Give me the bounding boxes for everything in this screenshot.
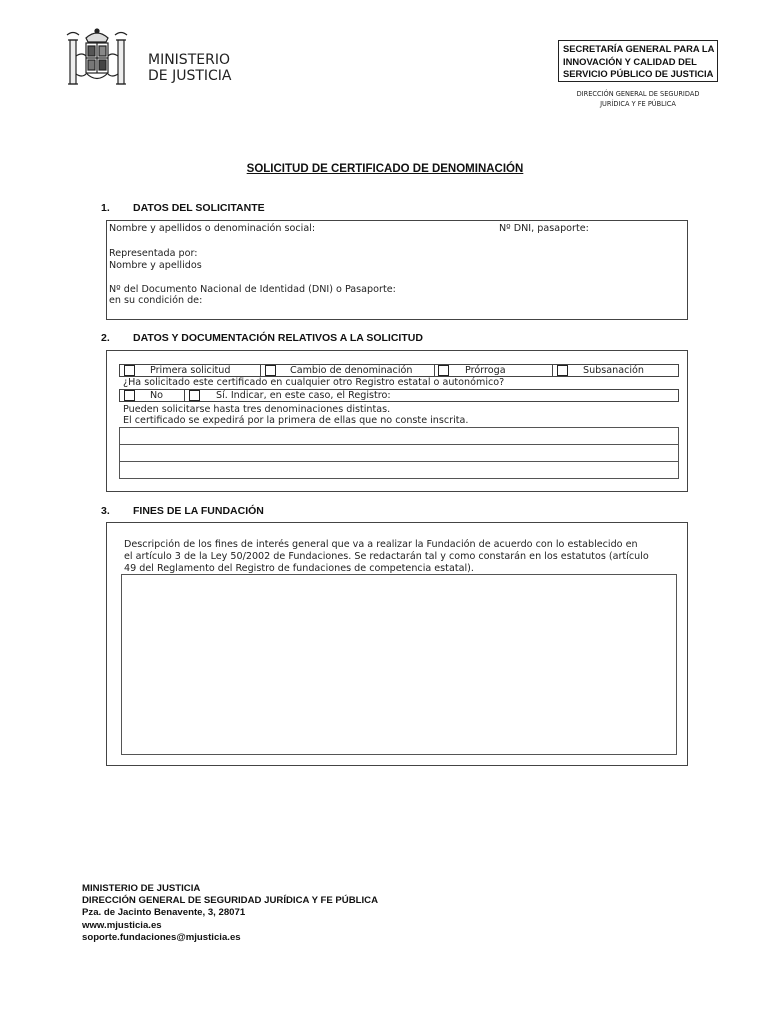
denominations-note: Pueden solicitarse hasta tres denominaciones distintas. — [123, 404, 391, 415]
rep-dni-field-label[interactable]: Nº del Documento Nacional de Identidad (DNI) o Pasaporte: — [109, 284, 396, 295]
condition-field-label[interactable]: en su condición de: — [109, 295, 203, 306]
other-registry-question: ¿Ha solicitado este certificado en cualquier otro Registro estatal o autonómico? — [123, 377, 505, 388]
secretaria-box — [558, 40, 718, 82]
option-label: Primera solicitud — [150, 365, 231, 376]
checkbox-no[interactable] — [124, 390, 135, 401]
direccion-general — [556, 89, 720, 109]
option-label: Prórroga — [465, 365, 506, 376]
answer-no-label: No — [150, 390, 164, 401]
denomination-input-2[interactable] — [119, 444, 679, 462]
section-3-heading — [101, 505, 501, 519]
section-number: 2. — [101, 332, 110, 344]
option-label: Subsanación — [583, 365, 644, 376]
name-field-label[interactable]: Nombre y apellidos o denominación social: — [109, 223, 316, 234]
ministry-line-2: DE JUSTICIA — [148, 68, 232, 84]
applicant-data-box — [106, 220, 688, 320]
registry-answer-row — [119, 389, 679, 402]
section-2-heading — [101, 332, 601, 346]
footer-address-line: Pza. de Jacinto Benavente, 3, 28071 — [82, 907, 246, 919]
section-number: 3. — [101, 505, 110, 517]
footer-direccion: DIRECCIÓN GENERAL DE SEGURIDAD JURÍDICA Y FE PÚBLICA — [82, 895, 379, 907]
ministry-line-1: MINISTERIO — [148, 52, 230, 68]
checkbox-subsanacion[interactable] — [557, 365, 568, 376]
denomination-input-1[interactable] — [119, 427, 679, 445]
direccion-line: DIRECCIÓN GENERAL DE SEGURIDAD — [576, 90, 700, 98]
section-title: FINES DE LA FUNDACIÓN — [133, 505, 264, 517]
request-data-box — [106, 350, 688, 492]
section-1-heading — [101, 202, 501, 216]
checkbox-cambio-denominacion[interactable] — [265, 365, 276, 376]
rep-name-field-label[interactable]: Nombre y apellidos — [109, 260, 202, 271]
option-label: Cambio de denominación — [290, 365, 413, 376]
secretaria-line: SERVICIO PÚBLICO DE JUSTICIA — [563, 68, 714, 79]
footer-address — [82, 883, 378, 944]
request-type-options — [119, 364, 679, 377]
checkbox-primera-solicitud[interactable] — [124, 365, 135, 376]
coat-of-arms-icon — [62, 26, 132, 96]
checkbox-yes[interactable] — [189, 390, 200, 401]
section-title: DATOS Y DOCUMENTACIÓN RELATIVOS A LA SOLICITUD — [133, 332, 423, 344]
secretaria-line: INNOVACIÓN Y CALIDAD DEL — [563, 55, 697, 67]
represented-label: Representada por: — [109, 248, 198, 259]
description-line: 49 del Reglamento del Registro de fundaciones de competencia estatal). — [124, 563, 474, 574]
dni-field-label[interactable]: Nº DNI, pasaporte: — [499, 223, 589, 234]
denomination-input-3[interactable] — [119, 461, 679, 479]
form-title: SOLICITUD DE CERTIFICADO DE DENOMINACIÓN — [246, 163, 524, 175]
certificate-note: El certificado se expedirá por la primera de ellas que no conste inscrita. — [123, 415, 469, 426]
foundation-purposes-box — [106, 522, 688, 766]
description-line: el artículo 3 de la Ley 50/2002 de Fundaciones. Se redactarán tal y como constarán en los estatutos (artículo — [124, 551, 649, 562]
footer-ministry: MINISTERIO DE JUSTICIA — [82, 883, 201, 894]
answer-yes-label: Sí. Indicar, en este caso, el Registro: — [216, 390, 391, 401]
direccion-line: JURÍDICA Y FE PÚBLICA — [600, 100, 676, 108]
ministry-name — [148, 52, 232, 84]
footer-email-link[interactable]: soporte.fundaciones@mjusticia.es — [82, 931, 241, 943]
section-title: DATOS DEL SOLICITANTE — [133, 202, 265, 214]
section-number: 1. — [101, 202, 110, 214]
checkbox-prorroga[interactable] — [438, 365, 449, 376]
secretaria-line: SECRETARÍA GENERAL PARA LA — [563, 43, 715, 54]
footer-website-link[interactable]: www.mjusticia.es — [82, 919, 162, 931]
description-line: Descripción de los fines de interés general que va a realizar la Fundación de acuerdo con lo establecido en — [124, 539, 638, 550]
purposes-text-area[interactable] — [121, 574, 677, 755]
